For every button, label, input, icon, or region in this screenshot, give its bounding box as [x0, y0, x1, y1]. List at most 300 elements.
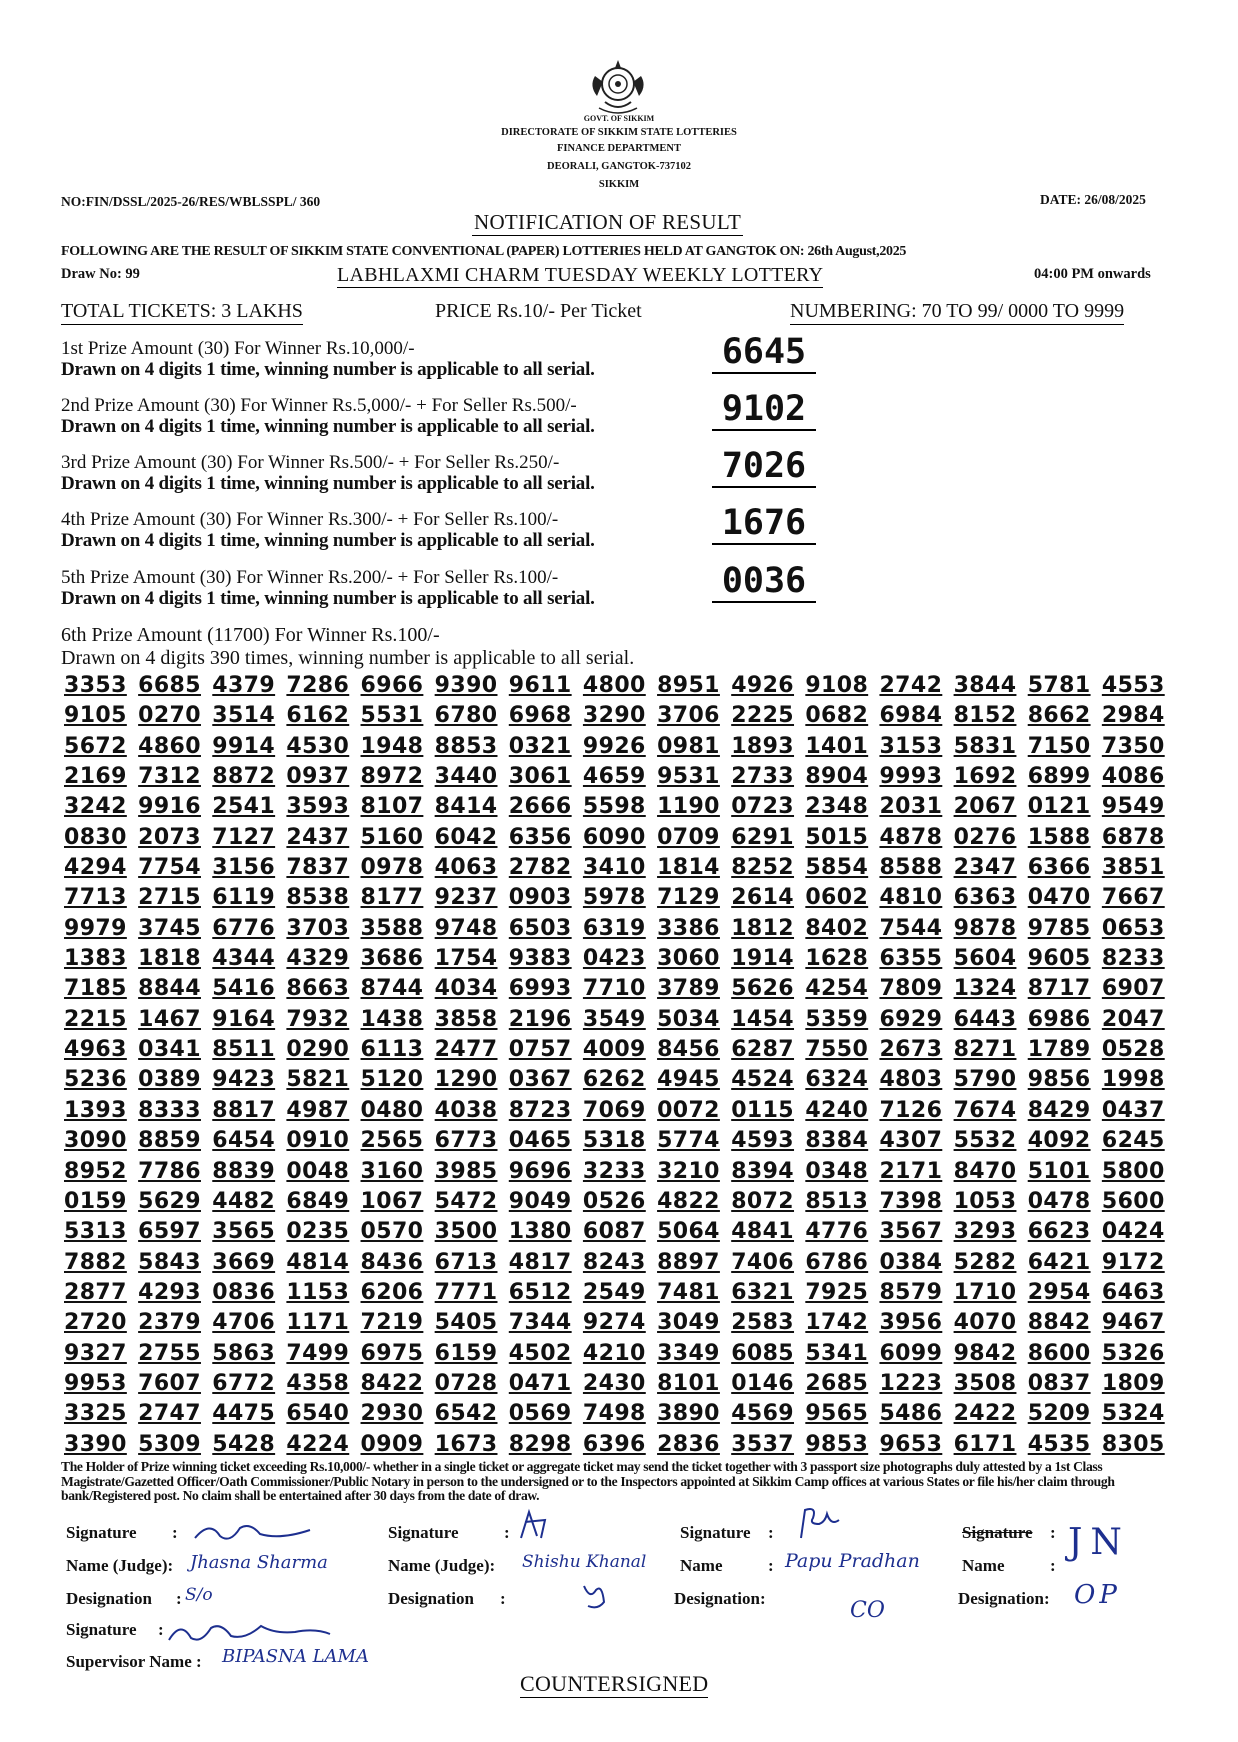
prize-6-number: 2747: [138, 1401, 201, 1427]
handwritten-name-1: Jhasna Sharma: [190, 1552, 328, 1573]
prize-6-number: 2430: [582, 1370, 646, 1396]
prize-6-number: 0471: [508, 1370, 572, 1396]
reference-number: NO:FIN/DSSL/2025-26/RES/WBLSSPL/ 360: [61, 194, 321, 209]
prize-6-number: 3160: [360, 1158, 424, 1184]
prize-6-number: 0465: [508, 1128, 572, 1154]
prize-6-number: 7754: [138, 855, 201, 881]
prize-6-number: 8844: [138, 976, 201, 1002]
prize-6-number: 3210: [657, 1158, 720, 1184]
prize-6-number: 9237: [434, 885, 498, 911]
prize-6-number: 2422: [953, 1401, 1017, 1427]
prize-6-number: 4535: [1027, 1431, 1091, 1457]
directorate-label: DIRECTORATE OF SIKKIM STATE LOTTERIES: [501, 127, 737, 138]
prize-6-number: 4254: [805, 976, 869, 1002]
prize-5-rule: Drawn on 4 digits 1 time, winning number is applicable to all serial.: [61, 588, 595, 609]
prize-6-number: 4553: [1101, 673, 1165, 698]
designation-label-4: Designation:: [958, 1589, 1050, 1608]
prize-6-number: 0389: [138, 1067, 201, 1093]
prize-6-number: 4502: [508, 1340, 572, 1366]
prize-6-number: 8233: [1101, 946, 1165, 972]
prize-6-number: 0728: [434, 1370, 498, 1396]
prize-6-number: 2836: [657, 1431, 720, 1457]
prize-6-number: 9274: [582, 1310, 646, 1336]
prize-6-number: 7710: [582, 976, 646, 1002]
prize-6-number: 2877: [64, 1279, 127, 1305]
prize-6-number: 1893: [731, 733, 795, 759]
prize-6-number: 1812: [731, 915, 795, 941]
prize-6-number: 7786: [138, 1158, 201, 1184]
prize-6-number: 1438: [360, 1006, 424, 1032]
prize-6-number: 0341: [138, 1037, 201, 1063]
prize-6-number: 2225: [731, 703, 795, 729]
prize-6-number: 4841: [731, 1219, 795, 1245]
prize-6-number: 5209: [1027, 1401, 1091, 1427]
prize-6-number: 5313: [64, 1219, 127, 1245]
prize-6-amount: 6th Prize Amount (11700) For Winner Rs.100/-: [61, 624, 440, 646]
prize-6-number: 6454: [212, 1128, 276, 1154]
prize-6-number: 0653: [1101, 915, 1165, 941]
colon-9: :: [1050, 1556, 1056, 1575]
prize-6-number: 9856: [1027, 1067, 1091, 1093]
name-label-4: Name: [962, 1556, 1005, 1575]
prize-6-number: 9926: [582, 733, 646, 759]
prize-6-number: 8600: [1027, 1340, 1091, 1366]
prize-6-number: 3588: [360, 915, 424, 941]
prize-6-number: 8414: [434, 794, 498, 820]
prize-6-number: 6162: [286, 703, 350, 729]
prize-1-number: 6645: [712, 332, 816, 374]
prize-6-number: 1710: [953, 1279, 1017, 1305]
prize-6-number: 5318: [582, 1128, 646, 1154]
lottery-name: LABHLAXMI CHARM TUESDAY WEEKLY LOTTERY: [337, 264, 824, 286]
name-judge-label-2: Name (Judge):: [388, 1556, 496, 1575]
prize-6-number: 8107: [360, 794, 424, 820]
prize-6-number: 6929: [879, 1006, 943, 1032]
prize-6-number: 6099: [879, 1340, 943, 1366]
sikkim-emblem-icon: [585, 56, 651, 118]
prize-6-number: 9390: [434, 673, 498, 698]
prize-6-number: 4307: [879, 1128, 943, 1154]
prize-6-number: 6984: [879, 703, 943, 729]
prize-6-number: 7312: [138, 764, 201, 790]
designation-label-2: Designation: [388, 1589, 474, 1608]
prize-6-number: 3549: [582, 1006, 646, 1032]
prize-6-number: 8872: [212, 764, 276, 790]
prize-6-number: 0903: [508, 885, 572, 911]
prize-6-number: 2565: [360, 1128, 424, 1154]
prize-6-number: 4344: [212, 946, 276, 972]
prize-6-number: 0159: [64, 1188, 127, 1214]
prize-6-number: 4878: [879, 824, 943, 850]
prize-6-number: 0709: [657, 824, 720, 850]
prize-6-number: 6975: [360, 1340, 424, 1366]
signature-label-5: Signature: [962, 1523, 1033, 1542]
ticket-price: PRICE Rs.10/- Per Ticket: [435, 300, 642, 322]
prize-6-number: 6421: [1027, 1249, 1091, 1275]
prize-6-number: 0836: [212, 1279, 276, 1305]
prize-6-number: 0830: [64, 824, 127, 850]
prize-6-number: 9605: [1027, 946, 1091, 972]
prize-6-number: 5978: [582, 885, 646, 911]
prize-6-number: 6113: [360, 1037, 424, 1063]
prize-6-number: 5629: [138, 1188, 201, 1214]
prize-6-number: 4530: [286, 733, 350, 759]
prize-6-number: 6291: [731, 824, 795, 850]
prize-6-number: 1290: [434, 1067, 498, 1093]
prize-6-number: 8839: [212, 1158, 276, 1184]
prize-6-number: 3049: [657, 1310, 720, 1336]
prize-6-number: 7882: [64, 1249, 127, 1275]
prize-6-number: 1818: [138, 946, 201, 972]
prize-6-number: 7771: [434, 1279, 498, 1305]
prize-6-number: 7837: [286, 855, 350, 881]
signature-scribble-4: [580, 1582, 610, 1612]
prize-6-number: 2685: [805, 1370, 869, 1396]
prize-6-number: 0270: [138, 703, 201, 729]
designation-label-3: Designation:: [674, 1589, 766, 1608]
prize-6-number: 7667: [1101, 885, 1165, 911]
prize-6-number: 0424: [1101, 1219, 1165, 1245]
signature-label-3: Signature: [388, 1523, 459, 1542]
prize-6-number: 5821: [286, 1067, 350, 1093]
prize-6-number: 2673: [879, 1037, 943, 1063]
prize-6-number: 4240: [805, 1097, 869, 1123]
prize-6-number: 6685: [138, 673, 201, 698]
prize-6-number: 8271: [953, 1037, 1017, 1063]
prize-6-number: 9842: [953, 1340, 1017, 1366]
prize-6-number: 5531: [360, 703, 424, 729]
prize-6-number: 0569: [508, 1401, 572, 1427]
prize-6-number: 5034: [657, 1006, 720, 1032]
prize-6-number: 0048: [286, 1158, 350, 1184]
prize-6-number: 5472: [434, 1188, 498, 1214]
prize-6-number: 0570: [360, 1219, 424, 1245]
prize-6-number: 9327: [64, 1340, 127, 1366]
prize-4-amount: 4th Prize Amount (30) For Winner Rs.300/- + For Seller Rs.100/-: [61, 509, 559, 530]
prize-6-number: 4706: [212, 1310, 276, 1336]
prize-6-number: 0423: [582, 946, 646, 972]
prize-6-number: 1401: [805, 733, 869, 759]
prize-6-number: 8859: [138, 1128, 201, 1154]
prize-6-number: 7069: [582, 1097, 646, 1123]
prize-6-number: 4224: [286, 1431, 350, 1457]
handwritten-name-2: Shishu Khanal: [522, 1552, 647, 1572]
prize-6-number: 8072: [731, 1188, 795, 1214]
prize-6-number: 4810: [879, 885, 943, 911]
prize-6-number: 7350: [1101, 733, 1165, 759]
prize-6-number: 3565: [212, 1219, 276, 1245]
prize-6-number: 8662: [1027, 703, 1091, 729]
prize-6-number: 5781: [1027, 673, 1091, 698]
prize-6-number: 1809: [1101, 1370, 1165, 1396]
prize-6-number: 1053: [953, 1188, 1017, 1214]
page-title: NOTIFICATION OF RESULT: [474, 210, 742, 234]
prize-6-number: 7499: [286, 1340, 350, 1366]
prize-6-number: 4293: [138, 1279, 201, 1305]
prize-6-number: 8744: [360, 976, 424, 1002]
prize-6-number: 6907: [1101, 976, 1165, 1002]
prize-6-number: 6366: [1027, 855, 1091, 881]
prize-6-number: 7674: [953, 1097, 1017, 1123]
prize-6-number: 4482: [212, 1188, 276, 1214]
prize-6-number: 2169: [64, 764, 127, 790]
prize-6-number: 6206: [360, 1279, 424, 1305]
prize-6-number: 7185: [64, 976, 127, 1002]
signature-label-4: Signature: [680, 1523, 751, 1542]
prize-6-number: 1588: [1027, 824, 1091, 850]
prize-6-number: 7406: [731, 1249, 795, 1275]
handwritten-designation-4: OP: [1074, 1580, 1121, 1610]
address-label: DEORALI, GANGTOK-737102: [547, 161, 691, 172]
prize-6-number: 8663: [286, 976, 350, 1002]
prize-6-number: 1692: [953, 764, 1017, 790]
signature-label-1: Signature: [66, 1523, 137, 1542]
prize-6-number: 9549: [1101, 794, 1165, 820]
prize-6-number: 3956: [879, 1310, 943, 1336]
prize-6-number: 0910: [286, 1128, 350, 1154]
prize-6-number: 0290: [286, 1037, 350, 1063]
prize-6-number: 4038: [434, 1097, 498, 1123]
prize-6-number: 5326: [1101, 1340, 1165, 1366]
prize-6-number: 7129: [657, 885, 720, 911]
prize-6-number: 4379: [212, 673, 276, 698]
prize-6-number: 8588: [879, 855, 943, 881]
prize-6-number: 4475: [212, 1401, 276, 1427]
prize-6-number: 9916: [138, 794, 201, 820]
prize-2-number: 9102: [712, 389, 816, 431]
prize-6-number: 9785: [1027, 915, 1091, 941]
prize-6-number-grid: [64, 672, 1176, 1461]
prize-6-number: 8817: [212, 1097, 276, 1123]
prize-6-number: 6287: [731, 1037, 795, 1063]
prize-6-number: 2930: [360, 1401, 424, 1427]
prize-6-number: 5863: [212, 1340, 276, 1366]
prize-6-number: 5800: [1101, 1158, 1165, 1184]
prize-6-number: 8952: [64, 1158, 127, 1184]
govt-label: GOVT. OF SIKKIM: [583, 114, 655, 123]
prize-6-number: 3706: [657, 703, 720, 729]
prize-6-number: 1454: [731, 1006, 795, 1032]
prize-6-number: 8177: [360, 885, 424, 911]
prize-6-number: 6968: [508, 703, 572, 729]
prize-6-number: 3745: [138, 915, 201, 941]
prize-6-number: 3325: [64, 1401, 127, 1427]
prize-6-number: 5324: [1101, 1401, 1165, 1427]
prize-6-number: 2984: [1101, 703, 1165, 729]
signature-scribble-2: [165, 1614, 335, 1648]
prize-6-number: 3500: [434, 1219, 498, 1245]
prize-6-number: 7550: [805, 1037, 869, 1063]
date-label: DATE: 26/08/2025: [1040, 192, 1146, 207]
prize-6-number: 3293: [953, 1219, 1017, 1245]
prize-6-number: 6623: [1027, 1219, 1091, 1245]
prize-6-number: 0321: [508, 733, 572, 759]
prize-3-number: 7026: [712, 446, 816, 488]
prize-6-number: 5120: [360, 1067, 424, 1093]
prize-6-number: 0367: [508, 1067, 572, 1093]
prize-6-number: 1171: [286, 1310, 350, 1336]
prize-6-number: 1324: [953, 976, 1017, 1002]
prize-6-number: 2171: [879, 1158, 943, 1184]
prize-6-number: 8538: [286, 885, 350, 911]
prize-6-number: 2047: [1101, 1006, 1165, 1032]
colon-3: :: [158, 1620, 164, 1639]
prize-6-number: 9696: [508, 1158, 572, 1184]
prize-6-number: 2215: [64, 1006, 127, 1032]
prize-6-number: 6993: [508, 976, 572, 1002]
prize-6-number: 8422: [360, 1370, 424, 1396]
prize-6-number: 5064: [657, 1219, 720, 1245]
prize-6-number: 4092: [1027, 1128, 1091, 1154]
prize-6-number: 7344: [508, 1310, 572, 1336]
prize-6-number: 3669: [212, 1249, 276, 1275]
prize-6-number: 6171: [953, 1431, 1017, 1457]
prize-6-number: 9531: [657, 764, 720, 790]
prize-6-number: 6090: [582, 824, 646, 850]
prize-6-number: 4987: [286, 1097, 350, 1123]
prize-6-number: 7481: [657, 1279, 720, 1305]
prize-6-number: 1153: [286, 1279, 350, 1305]
prize-6-number: 3349: [657, 1340, 720, 1366]
prize-6-number: 6463: [1101, 1279, 1165, 1305]
prize-6-number: 2348: [805, 794, 869, 820]
result-intro: FOLLOWING ARE THE RESULT OF SIKKIM STATE CONVENTIONAL (PAPER) LOTTERIES HELD AT GANGTOK ON: 26th August,2025: [61, 244, 907, 259]
colon-2: :: [176, 1589, 182, 1608]
prize-6-number: 8429: [1027, 1097, 1091, 1123]
prize-6-number: 3410: [582, 855, 646, 881]
signature-label-2: Signature: [66, 1620, 137, 1639]
prize-6-number: 8513: [805, 1188, 869, 1214]
claim-note: The Holder of Prize winning ticket exceeding Rs.10,000/- whether in a single ticket or aggregate ticket may send the ticket together with 3 passport size photographs duly attested by a 1st Class Magistrate/Gazetted Officer/Oath Commissioner/Public Notary in person to the undersigned or to the Inspectors appointed at Sikkim Camp offices at various States or file his/her claim through bank/Registered post. No claim shall be entertained after 30 days from the date of draw.: [61, 1459, 1115, 1503]
handwritten-designation-3: CO: [850, 1598, 885, 1623]
total-tickets: TOTAL TICKETS: 3 LAKHS: [61, 300, 303, 325]
prize-6-number: 0981: [657, 733, 720, 759]
prize-6-number: 2954: [1027, 1279, 1091, 1305]
prize-6-number: 2583: [731, 1310, 795, 1336]
prize-6-number: 8152: [953, 703, 1017, 729]
prize-6-rule: Drawn on 4 digits 390 times, winning number is applicable to all serial.: [61, 647, 635, 669]
prize-6-number: 4817: [508, 1249, 572, 1275]
prize-6-number: 7809: [879, 976, 943, 1002]
prize-2-rule: Drawn on 4 digits 1 time, winning number is applicable to all serial.: [61, 416, 595, 437]
prize-6-number: 4814: [286, 1249, 350, 1275]
prize-6-number: 7219: [360, 1310, 424, 1336]
prize-6-number: 8333: [138, 1097, 201, 1123]
prize-5-amount: 5th Prize Amount (30) For Winner Rs.200/- + For Seller Rs.100/-: [61, 567, 559, 588]
prize-6-number: 6503: [508, 915, 572, 941]
prize-6-number: 1948: [360, 733, 424, 759]
prize-6-number: 5309: [138, 1431, 201, 1457]
prize-6-number: 5843: [138, 1249, 201, 1275]
prize-6-number: 6786: [805, 1249, 869, 1275]
prize-6-number: 1628: [805, 946, 869, 972]
prize-6-number: 6396: [582, 1431, 646, 1457]
prize-6-number: 6780: [434, 703, 498, 729]
prize-6-number: 3537: [731, 1431, 795, 1457]
countersigned-label: COUNTERSIGNED: [520, 1671, 709, 1696]
prize-6-number: 7498: [582, 1401, 646, 1427]
prize-6-number: 1467: [138, 1006, 201, 1032]
prize-6-number: 1190: [657, 794, 720, 820]
prize-4-rule: Drawn on 4 digits 1 time, winning number is applicable to all serial.: [61, 530, 595, 551]
prize-6-number: 6512: [508, 1279, 572, 1305]
prize-6-number: 8243: [582, 1249, 646, 1275]
name-label-3: Name: [680, 1556, 723, 1575]
prize-6-number: 8470: [953, 1158, 1017, 1184]
prize-6-number: 5160: [360, 824, 424, 850]
prize-6-number: 0470: [1027, 885, 1091, 911]
prize-6-number: 6321: [731, 1279, 795, 1305]
prize-6-number: 9653: [879, 1431, 943, 1457]
prize-6-number: 2347: [953, 855, 1017, 881]
prize-6-number: 3290: [582, 703, 646, 729]
prize-6-number: 9108: [805, 673, 869, 698]
prize-6-number: 9423: [212, 1067, 276, 1093]
prize-6-number: 0528: [1101, 1037, 1165, 1063]
prize-6-number: 0757: [508, 1037, 572, 1063]
prize-6-number: 6159: [434, 1340, 498, 1366]
prize-6-number: 8384: [805, 1128, 869, 1154]
prize-6-number: 1223: [879, 1370, 943, 1396]
prize-6-number: 6773: [434, 1128, 498, 1154]
prize-6-number: 9748: [434, 915, 498, 941]
prize-6-number: 5774: [657, 1128, 720, 1154]
prize-6-number: 2379: [138, 1310, 201, 1336]
prize-6-number: 8394: [731, 1158, 795, 1184]
department-label: FINANCE DEPARTMENT: [557, 143, 681, 154]
prize-6-number: 4926: [731, 673, 795, 698]
prize-6-number: 4800: [582, 673, 646, 698]
prize-6-number: 3514: [212, 703, 276, 729]
prize-6-number: 3985: [434, 1158, 498, 1184]
prize-6-number: 3858: [434, 1006, 498, 1032]
prize-3-rule: Drawn on 4 digits 1 time, winning number is applicable to all serial.: [61, 473, 595, 494]
prize-6-number: 3090: [64, 1128, 127, 1154]
prize-6-number: 2733: [731, 764, 795, 790]
prize-6-number: 9853: [805, 1431, 869, 1457]
prize-6-number: 5604: [953, 946, 1017, 972]
prize-6-number: 2541: [212, 794, 276, 820]
prize-6-number: 3061: [508, 764, 572, 790]
prize-2-amount: 2nd Prize Amount (30) For Winner Rs.5,000/- + For Seller Rs.500/-: [61, 395, 577, 416]
prize-6-number: 7925: [805, 1279, 869, 1305]
prize-6-number: 3390: [64, 1431, 127, 1457]
prize-6-number: 4524: [731, 1067, 795, 1093]
prize-6-number: 6849: [286, 1188, 350, 1214]
prize-6-number: 7932: [286, 1006, 350, 1032]
prize-6-number: 0837: [1027, 1370, 1091, 1396]
prize-6-number: 1380: [508, 1219, 572, 1245]
prize-6-number: 1789: [1027, 1037, 1091, 1063]
prize-6-number: 0348: [805, 1158, 869, 1184]
prize-6-number: 4086: [1101, 764, 1165, 790]
prize-6-number: 0072: [657, 1097, 720, 1123]
prize-6-number: 7607: [138, 1370, 201, 1396]
signature-scribble-3: [515, 1508, 565, 1544]
prize-6-number: 5416: [212, 976, 276, 1002]
handwritten-designation-1: S/o: [185, 1585, 213, 1605]
prize-6-number: 7127: [212, 824, 276, 850]
prize-6-number: 2549: [582, 1279, 646, 1305]
prize-6-number: 0978: [360, 855, 424, 881]
prize-6-number: 9979: [64, 915, 127, 941]
prize-6-number: 4358: [286, 1370, 350, 1396]
prize-6-number: 2666: [508, 794, 572, 820]
prize-6-number: 7126: [879, 1097, 943, 1123]
prize-6-number: 0909: [360, 1431, 424, 1457]
prize-6-number: 3060: [657, 946, 720, 972]
prize-6-number: 0146: [731, 1370, 795, 1396]
